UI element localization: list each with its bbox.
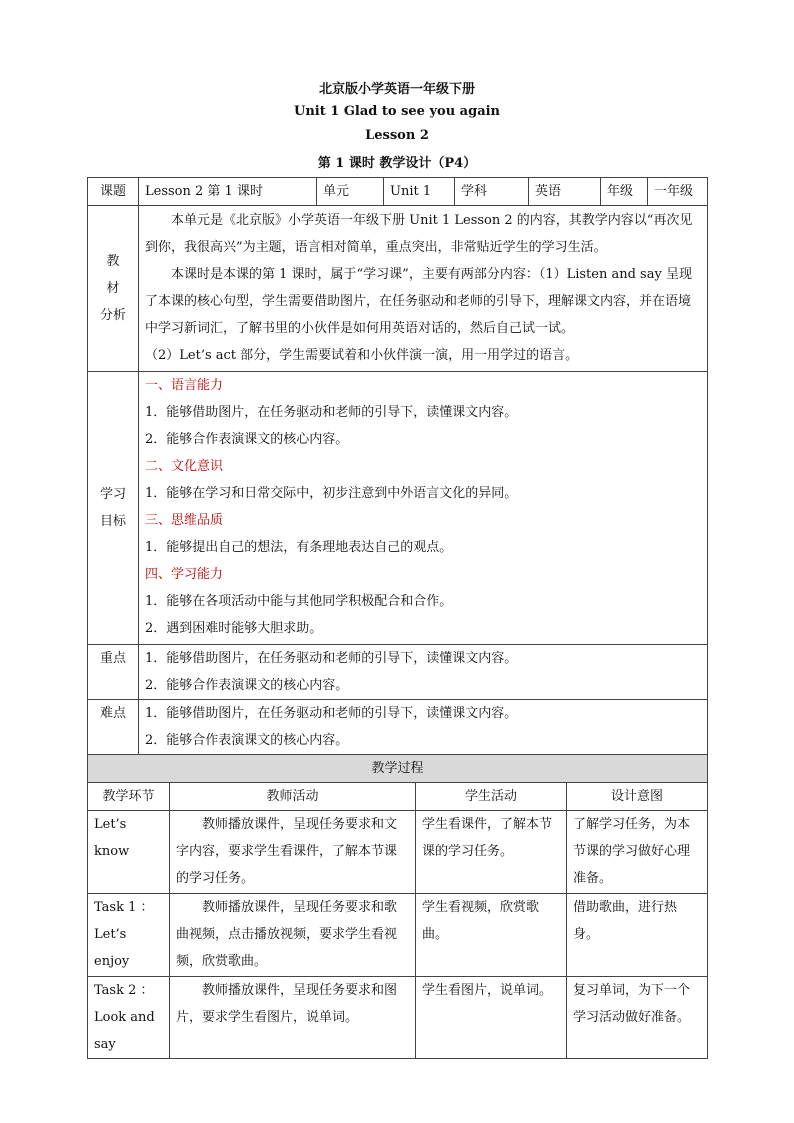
grade-label: 年级: [601, 178, 648, 206]
teacher-cell: 教师播放课件，呈现任务要求和文字内容，要求学生看课件，了解本节课的学习任务。: [170, 811, 416, 894]
goal-item: 1．能够在各项活动中能与其他同学积极配合和合作。: [145, 594, 453, 609]
unit-value: Unit 1: [384, 178, 455, 206]
table-row: [88, 977, 708, 1059]
difficult-point-item: 1．能够借助图片，在任务驱动和老师的引导下，读懂课文内容。: [145, 706, 518, 721]
col-teacher: 教师活动: [170, 783, 416, 811]
intent-cell: 了解学习任务，为本节课的学习做好心理准备。: [567, 811, 708, 894]
process-title: 教学过程: [88, 755, 708, 783]
key-points-row: [88, 645, 708, 700]
difficult-points-row: [88, 700, 708, 755]
student-cell: 学生看课件，了解本节课的学习任务。: [416, 811, 567, 894]
key-points-label: 重点: [88, 645, 139, 700]
goal-heading-thinking: 三、思维品质: [145, 513, 224, 528]
analysis-row: [88, 206, 708, 372]
topic-label: 课题: [88, 178, 139, 206]
analysis-content: [139, 206, 708, 372]
student-cell: 学生看视频，欣赏歌曲。: [416, 894, 567, 977]
goals-row: [88, 372, 708, 645]
subject-value: 英语: [529, 178, 601, 206]
intent-cell: 复习单词，为下一个学习活动做好准备。: [567, 977, 708, 1059]
col-student: 学生活动: [416, 783, 567, 811]
analysis-para2: 本课时是本课的第 1 课时，属于“学习课”，主要有两部分内容：（1）Listen and say 呈现了本课的核心句型，学生需要借助图片，在任务驱动和老师的引导下，理解课文内容，并在语境中学习新词汇，了解书里的小伙伴是如何用英语对话的，然后自己试一试。: [145, 267, 692, 336]
table-row: [88, 894, 708, 977]
table-row: [88, 811, 708, 894]
goal-heading-culture: 二、文化意识: [145, 459, 224, 474]
goal-heading-learning: 四、学习能力: [145, 567, 224, 582]
teaching-process-table: [87, 754, 708, 1059]
key-points-content: [139, 645, 708, 700]
process-title-row: [88, 755, 708, 783]
goal-heading-language: 一、语言能力: [145, 378, 224, 393]
analysis-label: 教 材 分析: [88, 206, 139, 372]
difficult-points-label: 难点: [88, 700, 139, 755]
teacher-cell: 教师播放课件，呈现任务要求和歌曲视频，点击播放视频，要求学生看视频，欣赏歌曲。: [170, 894, 416, 977]
teacher-cell: 教师播放课件，呈现任务要求和图片，要求学生看图片，说单词。: [170, 977, 416, 1059]
goals-content: [139, 372, 708, 645]
goal-item: 1．能够在学习和日常交际中，初步注意到中外语言文化的异同。: [145, 486, 518, 501]
info-row: [88, 178, 708, 206]
difficult-point-item: 2．能够合作表演课文的核心内容。: [145, 733, 349, 748]
stage-cell: Task 1 ：Let’s enjoy: [88, 894, 170, 977]
goal-item: 2．遇到困难时能够大胆求助。: [145, 621, 323, 636]
goals-label: 学习 目标: [88, 372, 139, 645]
goal-item: 1．能够借助图片，在任务驱动和老师的引导下，读懂课文内容。: [145, 405, 518, 420]
grade-value: 一年级: [648, 178, 708, 206]
key-point-item: 2．能够合作表演课文的核心内容。: [145, 678, 349, 693]
analysis-para1: 本单元是《北京版》小学英语一年级下册 Unit 1 Lesson 2 的内容，其教学内容以“再次见到你，我很高兴”为主题，语言相对简单，重点突出，非常贴近学生的学习生活。: [145, 213, 693, 255]
goal-item: 1．能够提出自己的想法，有条理地表达自己的观点。: [145, 540, 453, 555]
key-point-item: 1．能够借助图片，在任务驱动和老师的引导下，读懂课文内容。: [145, 651, 518, 666]
topic-value: Lesson 2 第 1 课时: [139, 178, 317, 206]
subject-label: 学科: [455, 178, 529, 206]
student-cell: 学生看图片，说单词。: [416, 977, 567, 1059]
col-stage: 教学环节: [88, 783, 170, 811]
unit-label: 单元: [317, 178, 384, 206]
goal-item: 2．能够合作表演课文的核心内容。: [145, 432, 349, 447]
doc-title-line3: Lesson 2: [365, 128, 429, 143]
stage-cell: Let’s know: [88, 811, 170, 894]
doc-title-line4: 第 1 课时 教学设计（P4）: [317, 156, 477, 171]
analysis-para3: （2）Let’s act 部分，学生需要试着和小伙伴演一演，用一用学过的语言。: [145, 348, 579, 363]
difficult-points-content: [139, 700, 708, 755]
doc-title-line2: Unit 1 Glad to see you again: [293, 104, 501, 119]
doc-title-line1: 北京版小学英语一年级下册: [318, 82, 475, 97]
intent-cell: 借助歌曲，进行热身。: [567, 894, 708, 977]
lesson-info-table: [87, 177, 708, 755]
stage-cell: Task 2 ：Look and say: [88, 977, 170, 1059]
col-intent: 设计意图: [567, 783, 708, 811]
process-header-row: [88, 783, 708, 811]
